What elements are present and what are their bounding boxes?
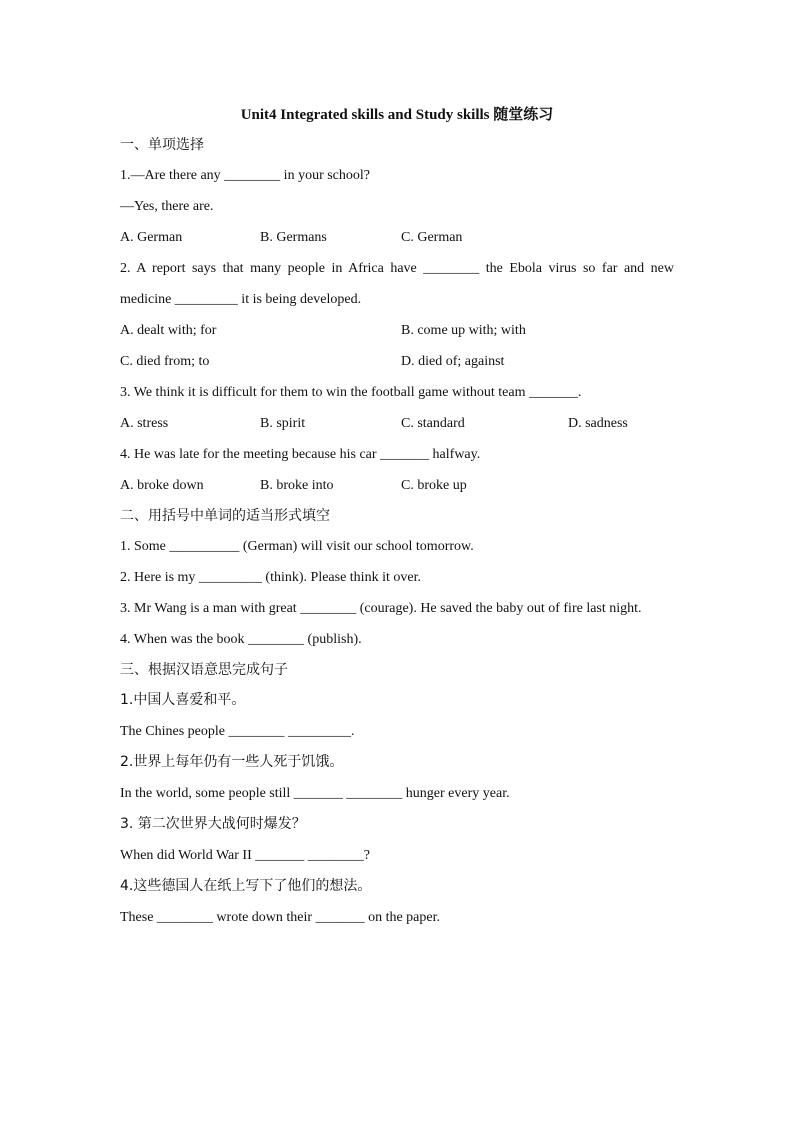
question-2-1: 1. Some __________ (German) will visit our school tomorrow.	[120, 539, 474, 554]
question-2-2: 2. Here is my _________ (think). Please think it over.	[120, 570, 421, 585]
question-1-3-options	[120, 408, 674, 439]
question-2-3: 3. Mr Wang is a man with great ________ (courage). He saved the baby out of fire last night.	[120, 601, 642, 616]
option-c: C. broke up	[401, 478, 467, 493]
option-a: A. broke down	[120, 478, 204, 493]
question-1-2-options-row2	[120, 346, 674, 377]
question-1-1-options	[120, 222, 674, 253]
question-3-4-chinese: 4.这些德国人在纸上写下了他们的想法。	[120, 878, 372, 894]
option-c: C. German	[401, 230, 463, 245]
question-3-3-english: When did World War II _______ ________?	[120, 848, 370, 863]
question-3-1-chinese: 1.中国人喜爱和平。	[120, 692, 246, 708]
section-heading-1: 一、单项选择	[120, 137, 204, 153]
option-b: B. broke into	[260, 478, 334, 493]
option-d: D. died of; against	[401, 354, 505, 369]
question-3-3-chinese: 3. 第二次世界大战何时爆发？	[120, 816, 306, 832]
question-1-2-stem: 2. A report says that many people in Africa have ________ the Ebola virus so far and new medicine _________ it is being developed.	[120, 261, 674, 307]
section-heading-3: 三、根据汉语意思完成句子	[120, 662, 288, 678]
option-c: C. standard	[401, 416, 465, 431]
question-1-1-stem: 1.—Are there any ________ in your school?	[120, 168, 370, 183]
question-3-4-english: These ________ wrote down their _______ on the paper.	[120, 910, 440, 925]
page-title: Unit4 Integrated skills and Study skills 随堂练习	[240, 107, 554, 123]
question-1-4-options	[120, 470, 674, 501]
question-2-4: 4. When was the book ________ (publish).	[120, 632, 362, 647]
question-3-2-english: In the world, some people still _______ ________ hunger every year.	[120, 786, 510, 801]
question-1-4-stem: 4. He was late for the meeting because his car _______ halfway.	[120, 447, 481, 462]
option-d: D. sadness	[568, 416, 628, 431]
option-c: C. died from; to	[120, 354, 210, 369]
option-b: B. Germans	[260, 230, 327, 245]
option-a: A. dealt with; for	[120, 323, 217, 338]
question-3-1-english: The Chines people ________ _________.	[120, 724, 355, 739]
option-a: A. German	[120, 230, 183, 245]
option-b: B. spirit	[260, 416, 306, 431]
question-1-1-reply: —Yes, there are.	[120, 199, 214, 214]
question-1-2-options-row1	[120, 315, 674, 346]
option-b: B. come up with; with	[401, 323, 526, 338]
question-1-3-stem: 3. We think it is difficult for them to win the football game without team _______.	[120, 385, 582, 400]
question-3-2-chinese: 2.世界上每年仍有一些人死于饥饿。	[120, 754, 344, 770]
section-heading-2: 二、用括号中单词的适当形式填空	[120, 508, 330, 524]
option-a: A. stress	[120, 416, 169, 431]
